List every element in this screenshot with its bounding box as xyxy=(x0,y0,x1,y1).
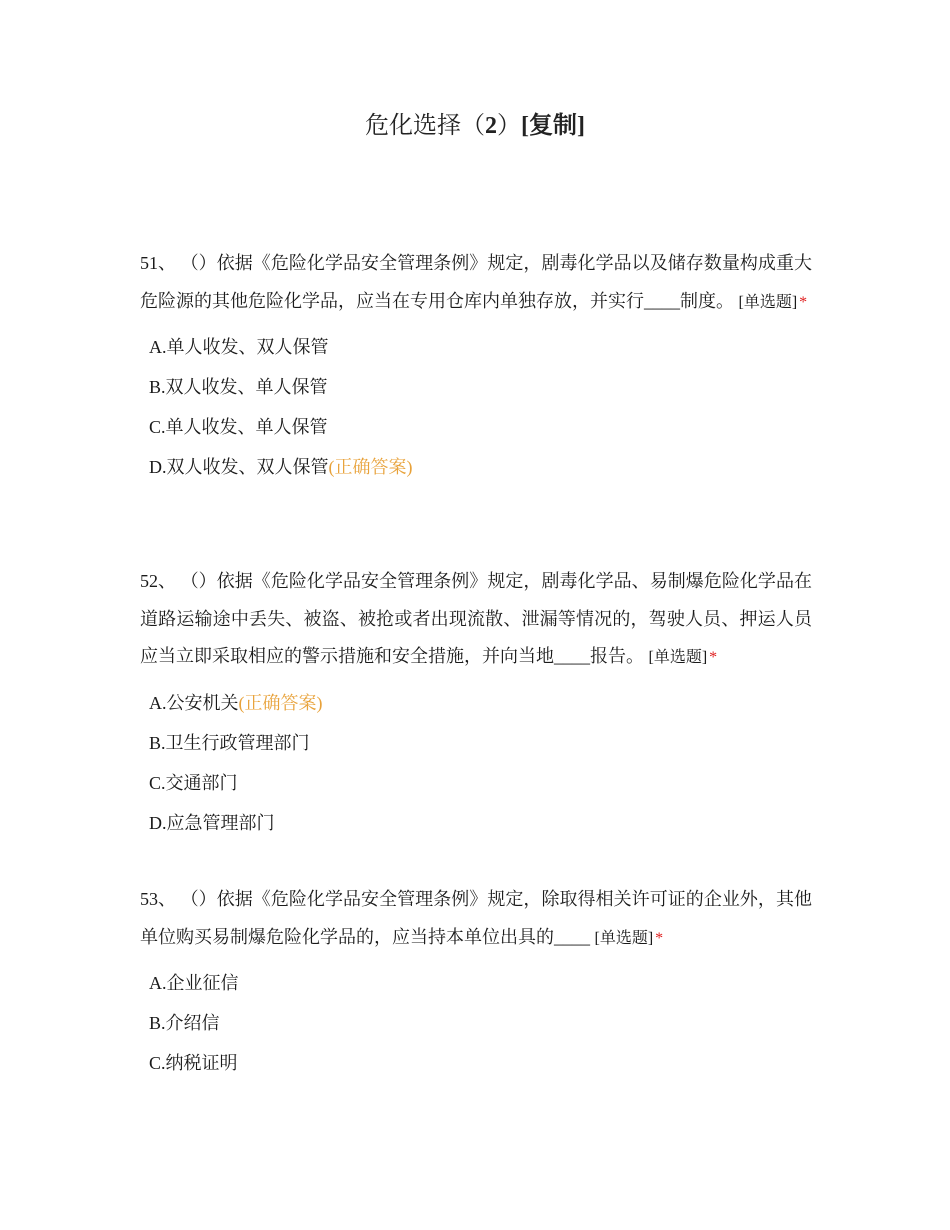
question-51 xyxy=(140,245,812,487)
question-stem xyxy=(140,881,812,957)
option-label: A.单人收发、双人保管 xyxy=(149,337,329,357)
question-text: （）依据《危险化学品安全管理条例》规定，剧毒化学品以及储存数量构成重大危险源的其他危险化学品，应当在专用仓库内单独存放，并实行____制度。 xyxy=(140,253,813,311)
required-marker: * xyxy=(799,293,808,311)
option-a[interactable] xyxy=(140,683,812,723)
question-53 xyxy=(140,881,812,1083)
option-a[interactable] xyxy=(140,963,812,1003)
option-label: C.交通部门 xyxy=(149,772,238,793)
option-b[interactable] xyxy=(140,723,812,763)
option-list xyxy=(140,327,812,487)
question-type: [单选题] xyxy=(594,929,654,947)
question-text: （）依据《危险化学品安全管理条例》规定，除取得相关许可证的企业外，其他单位购买易制爆危险化学品的，应当持本单位出具的____ xyxy=(140,889,813,947)
question-number: 51、 xyxy=(140,253,177,273)
question-52 xyxy=(140,563,812,843)
option-label: A.企业征信 xyxy=(149,973,239,993)
required-marker: * xyxy=(655,929,664,947)
option-list xyxy=(140,683,812,843)
question-type: [单选题] xyxy=(738,293,798,311)
option-b[interactable] xyxy=(140,1003,812,1043)
title-tag: [复制] xyxy=(521,113,585,139)
option-label: B.卫生行政管理部门 xyxy=(149,732,310,753)
option-label: D.应急管理部门 xyxy=(149,812,275,833)
option-d[interactable] xyxy=(140,803,812,843)
option-c[interactable] xyxy=(140,763,812,803)
required-marker: * xyxy=(709,649,718,666)
option-label: B.介绍信 xyxy=(149,1013,220,1033)
option-d[interactable] xyxy=(140,447,812,487)
option-list xyxy=(140,963,812,1083)
title-mid: ） xyxy=(497,113,521,139)
option-label: C.纳税证明 xyxy=(149,1053,238,1073)
question-text: （）依据《危险化学品安全管理条例》规定，剧毒化学品、易制爆危险化学品在道路运输途中丢失、被盗、被抢或者出现流散、泄漏等情况的，驾驶人员、押运人员应当立即采取相应的警示措施和安全措施，并向当地____报告。 xyxy=(140,571,813,666)
option-a[interactable] xyxy=(140,327,812,367)
title-number: 2 xyxy=(485,113,497,139)
question-number: 53、 xyxy=(140,889,177,909)
question-stem xyxy=(140,245,812,321)
correct-answer-marker: (正确答案) xyxy=(238,692,323,713)
option-label: A.公安机关 xyxy=(149,692,239,713)
title-main: 危化选择（ xyxy=(365,113,485,139)
option-c[interactable] xyxy=(140,407,812,447)
correct-answer-marker: (正确答案) xyxy=(328,457,413,477)
option-b[interactable] xyxy=(140,367,812,407)
option-c[interactable] xyxy=(140,1043,812,1083)
question-number: 52、 xyxy=(140,571,177,591)
option-label: C.单人收发、单人保管 xyxy=(149,417,328,437)
page-title xyxy=(0,108,950,144)
option-label: D.双人收发、双人保管 xyxy=(149,457,329,477)
option-label: B.双人收发、单人保管 xyxy=(149,377,328,397)
question-stem xyxy=(140,563,812,677)
question-type: [单选题] xyxy=(648,649,708,666)
